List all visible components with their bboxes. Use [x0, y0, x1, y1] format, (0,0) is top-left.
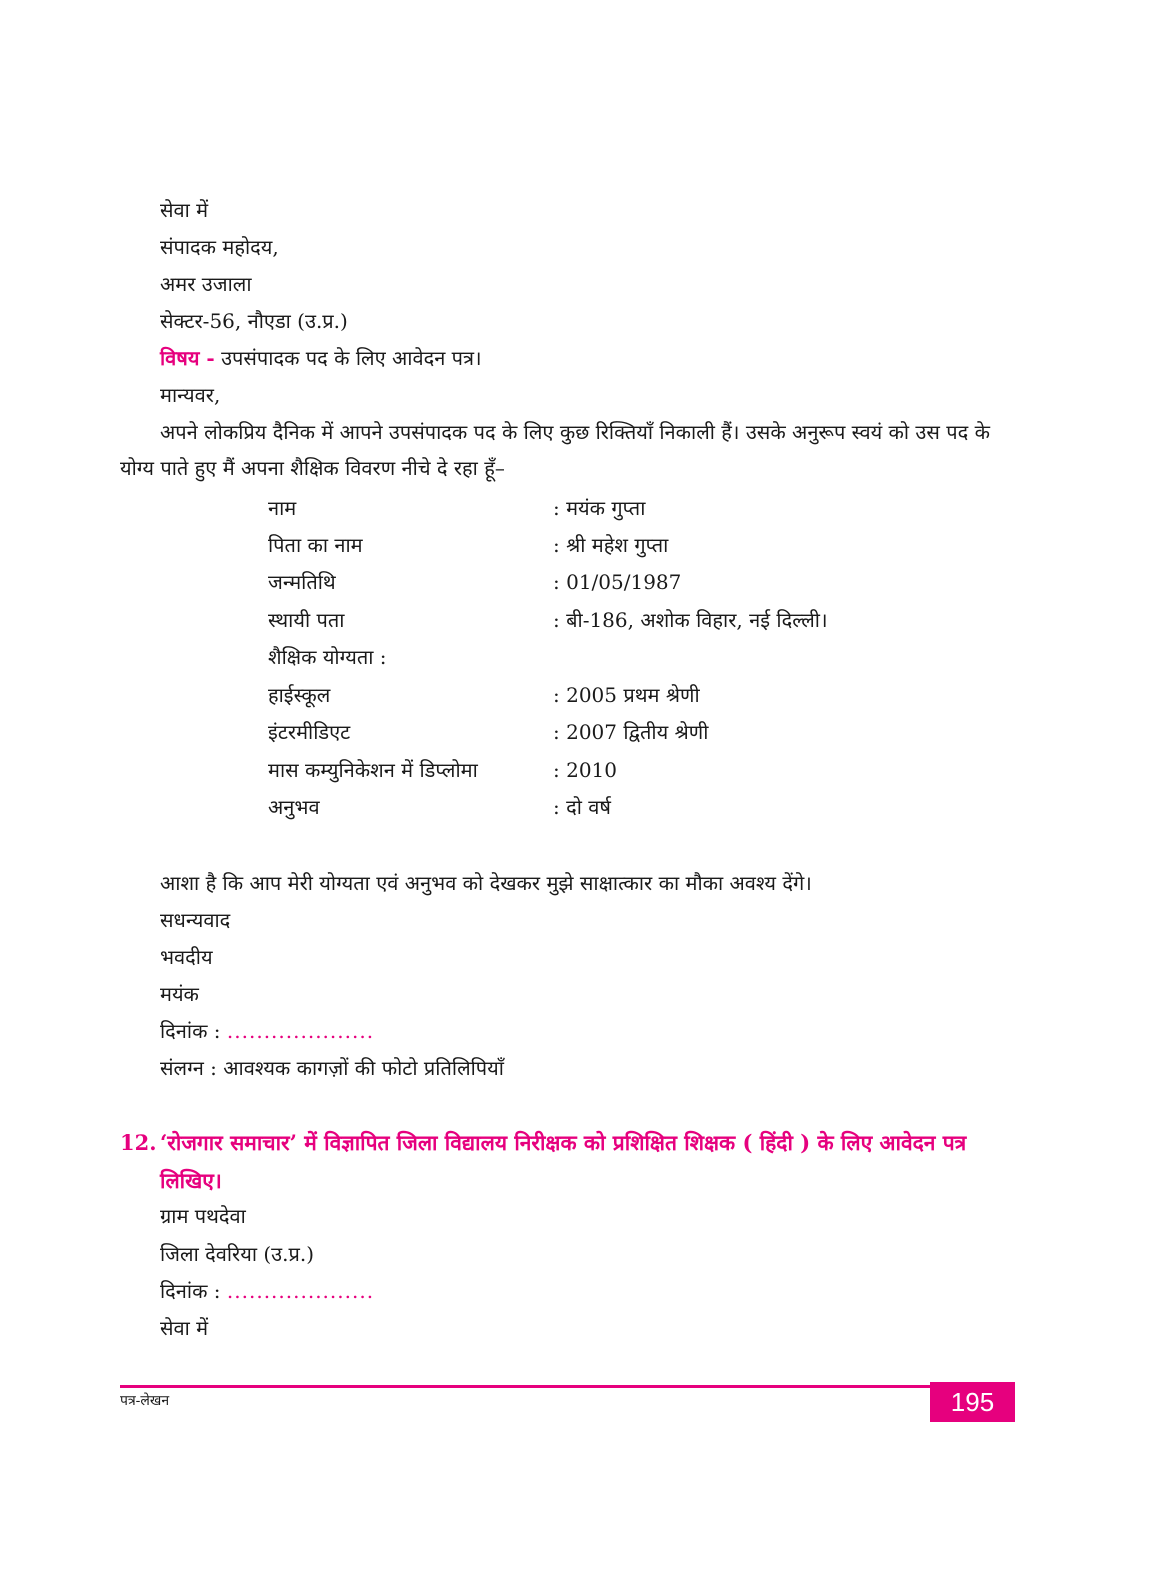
- question-text: ‘रोजगार समाचार’ में विज्ञापित जिला विद्यालय निरीक्षक को प्रशिक्षित शिक्षक ( हिंदी ) के लिए आवेदन पत्र लिखिए।: [160, 1130, 967, 1193]
- detail-label: पिता का नाम: [268, 533, 363, 557]
- page-number: 195: [930, 1382, 1015, 1422]
- letter-body-text: अपने लोकप्रिय दैनिक में आपने उपसंपादक पद के लिए कुछ रिक्तियाँ निकाली हैं। उसके अनुरूप स्वयं को उस पद के योग्य पाते हुए मैं अपना शैक्षिक विवरण नीचे दे रहा हूँ–: [120, 420, 990, 480]
- detail-label: शैक्षिक योग्यता :: [268, 645, 387, 669]
- footer-section-title: पत्र-लेखन: [120, 1393, 170, 1409]
- question-number: 12.: [120, 1130, 157, 1155]
- to-label: सेवा में: [160, 1316, 209, 1340]
- newspaper-name: अमर उजाला: [160, 272, 252, 296]
- closing-text: आशा है कि आप मेरी योग्यता एवं अनुभव को देखकर मुझे साक्षात्कार का मौका अवश्य देंगे।: [160, 871, 812, 895]
- subject-line: [160, 344, 482, 372]
- detail-label: स्थायी पता: [268, 608, 345, 632]
- enclosure: संलग्न : आवश्यक कागज़ों की फोटो प्रतिलिपियाँ: [160, 1056, 504, 1080]
- date-line: [160, 1017, 374, 1045]
- letter-body: [120, 414, 1030, 486]
- to-label: सेवा में: [160, 198, 209, 222]
- date-line: [160, 1277, 374, 1305]
- yours-faithfully: भवदीय: [160, 945, 213, 969]
- date-label: दिनांक :: [160, 1279, 221, 1303]
- detail-label: नाम: [268, 496, 297, 520]
- detail-value: : दो वर्ष: [553, 795, 611, 819]
- date-label: दिनांक :: [160, 1019, 221, 1043]
- detail-value: : मयंक गुप्ता: [553, 496, 646, 520]
- salutation: मान्यवर,: [160, 383, 221, 407]
- detail-value: : 2007 द्वितीय श्रेणी: [553, 720, 709, 744]
- date-dots: ....................: [226, 1019, 375, 1043]
- detail-value: : श्री महेश गुप्ता: [553, 533, 669, 557]
- detail-value: : बी-186, अशोक विहार, नई दिल्ली।: [553, 608, 828, 632]
- recipient-address: सेक्टर-56, नौएडा (उ.प्र.): [160, 309, 348, 333]
- detail-label: इंटरमीडिएट: [268, 720, 351, 744]
- subject-text: उपसंपादक पद के लिए आवेदन पत्र।: [221, 346, 482, 370]
- sender-village: ग्राम पथदेवा: [160, 1204, 246, 1228]
- subject-label: विषय -: [160, 346, 215, 370]
- thanks: सधन्यवाद: [160, 908, 231, 932]
- detail-label: जन्मतिथि: [268, 570, 336, 594]
- detail-label: अनुभव: [268, 795, 320, 819]
- detail-value: : 01/05/1987: [553, 570, 682, 594]
- date-dots: ....................: [226, 1279, 375, 1303]
- sender-name: मयंक: [160, 982, 199, 1006]
- recipient: संपादक महोदय,: [160, 235, 279, 259]
- question-heading: [120, 1124, 1030, 1200]
- detail-label: हाईस्कूल: [268, 683, 331, 707]
- footer-divider: [120, 1385, 930, 1388]
- detail-value: : 2010: [553, 758, 617, 782]
- detail-value: : 2005 प्रथम श्रेणी: [553, 683, 700, 707]
- detail-label: मास कम्युनिकेशन में डिप्लोमा: [268, 758, 478, 782]
- sender-district: जिला देवरिया (उ.प्र.): [160, 1242, 315, 1266]
